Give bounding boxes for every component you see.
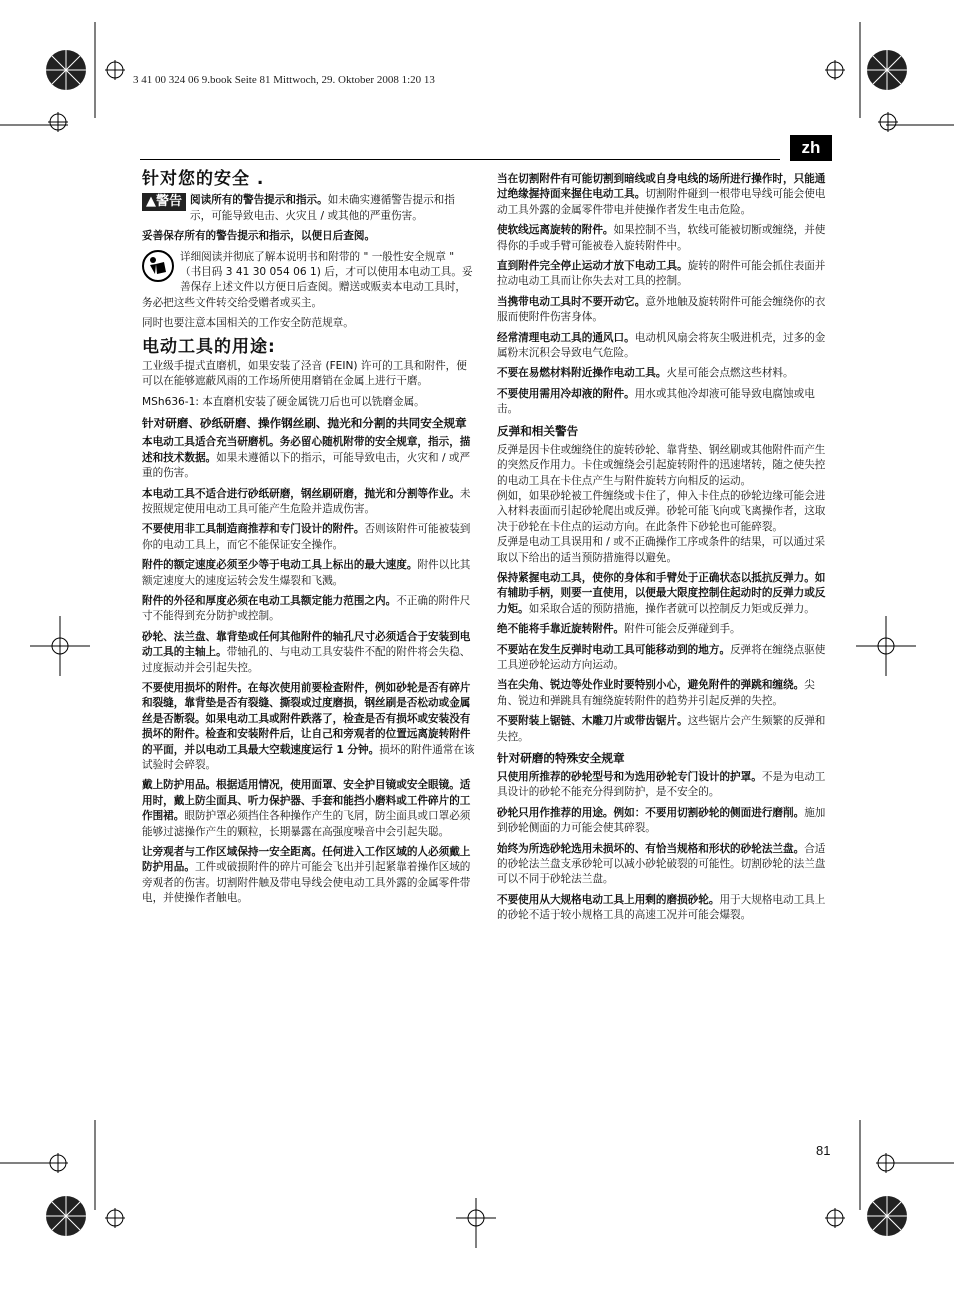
safety-item-text: 损坏的附件通常在该试验时会碎裂。 bbox=[142, 743, 475, 771]
warning-triangle-icon: ▲ bbox=[146, 194, 156, 210]
safety-item-bold: 戴上防护用品。根据适用情况，使用面罩、安全护目镜或安全眼镜。适用时，戴上防尘面具、听力保护器、手套和能挡小磨料或工件碎片的工作围裙。 bbox=[142, 779, 471, 823]
safety-item-text: 反弹将在缠绕点驱使工具逆砂轮运动方向运动。 bbox=[497, 643, 826, 671]
safety-item bbox=[497, 622, 832, 637]
safety-item bbox=[497, 842, 832, 888]
right-column bbox=[497, 172, 832, 929]
safety-item-bold: 本电动工具不适合进行砂纸研磨，钢丝刷研磨，抛光和分割等作业。 bbox=[142, 487, 460, 500]
safety-item-text: 火星可能会点燃这些材料。 bbox=[666, 367, 794, 380]
warning-text: 如未确实遵循警告提示和指示，可能导致电击、火灾且 / 或其他的严重伤害。 bbox=[190, 194, 455, 222]
grinding-items bbox=[497, 770, 832, 924]
safety-item bbox=[497, 678, 832, 709]
warning-bold: 阅读所有的警告提示和指示。 bbox=[190, 194, 328, 207]
safety-item-text: 不是为电动工具设计的砂轮不能充分得到防护，是不安全的。 bbox=[497, 771, 826, 799]
safety-item bbox=[142, 435, 475, 481]
safety-item-bold: 不要使用非工具制造商推荐和专门设计的附件。 bbox=[142, 523, 365, 536]
safety-item-bold: 当携带电动工具时不要开动它。 bbox=[497, 295, 646, 308]
right-safety-items bbox=[497, 172, 832, 418]
safety-item-text: 附件可能会反弹碰到手。 bbox=[624, 623, 741, 636]
safety-item-text: 眼防护罩必须挡住各种操作产生的飞屑，防尘面具或口罩必须能够过滤操作产生的颗粒，长期暴露在高强度噪音中会引起失聪。 bbox=[142, 810, 471, 838]
safety-item-text: 未按照规定使用电动工具可能产生危险并造成伤害。 bbox=[142, 487, 471, 515]
safety-item bbox=[142, 594, 475, 625]
kickback-paragraph-1: 反弹是因卡住或缠绕住的旋转砂轮、靠背垫、钢丝刷或其他附件而产生的突然反作用力。卡住或缠绕会引起旋转附件的迅速堵转，随之使失控的电动工具在卡住点产生与附件旋转方向相反的运动。 bbox=[497, 443, 826, 487]
safety-item-bold: 只使用所推荐的砂轮型号和为选用砂轮专门设计的护罩。 bbox=[497, 771, 762, 783]
safety-item-bold: 不要使用从大规格电动工具上用剩的磨损砂轮。 bbox=[497, 893, 720, 906]
safety-item-bold: 当在尖角、锐边等处作业时要特别小心，避免附件的弹跳和缠绕。 bbox=[497, 679, 805, 692]
safety-item bbox=[497, 259, 832, 290]
kickback-paragraph-3: 反弹是电动工具误用和 / 或不正确操作工序或条件的结果，可以通过采取以下给出的适当预防措施得以避免。 bbox=[497, 536, 826, 564]
safety-item-bold: 始终为所选砂轮选用未损坏的、有恰当规格和形状的砂轮法兰盘。 bbox=[497, 842, 805, 855]
safety-item-text: 用于大规格电动工具上的砂轮不适于较小规格工具的高速工况并可能会爆裂。 bbox=[497, 893, 826, 922]
safety-item-bold: 使软线远离旋转的附件。 bbox=[497, 224, 614, 237]
safety-item-text: 意外地触及旋转附件可能会缠绕你的衣服而使附件伤害身体。 bbox=[497, 295, 826, 324]
safety-item bbox=[497, 366, 832, 381]
warning-paragraph bbox=[142, 193, 475, 224]
safety-item bbox=[497, 387, 832, 418]
safety-item bbox=[497, 806, 832, 837]
safety-item-text: 电动机风扇会将灰尘吸进机壳，过多的金属粉末沉积会导致电气危险。 bbox=[497, 331, 826, 360]
safety-item bbox=[497, 331, 832, 362]
safety-item bbox=[497, 893, 832, 924]
use-paragraph: 工业级手提式直磨机，如果安装了泾音 (FEIN) 许可的工具和附件，便可以在能够遮蔽风雨的工作场所使用磨销在金属上进行干磨。 bbox=[142, 360, 467, 388]
safety-item-text: 不正确的附件尺寸不能得到充分防护或控制。 bbox=[142, 594, 471, 623]
safety-item-bold: 经常清理电动工具的通风口。 bbox=[497, 331, 635, 344]
msh-paragraph: MSh636-1: 本直磨机安装了硬金属铣刀后也可以铣磨金属。 bbox=[142, 395, 425, 408]
read-manual-text: 详细阅读并彻底了解本说明书和附带的 " 一般性安全规章 " （书目码 3 41 30 054 06 1) 后，才可以使用本电动工具。妥善保存上述文件以方便日后查阅。赠送或贩卖本电动工具时，务必把这些文件转交给受赠者或买主。 bbox=[142, 250, 473, 309]
safety-item bbox=[497, 223, 832, 254]
kickback-paragraph-2: 例如，如果砂轮被工件缠绕或卡住了，伸入卡住点的砂轮边缘可能会进入材料表面而引起砂轮爬出或反弹。砂轮可能飞向或飞离操作者，这取决于砂轮在卡住点的运动方向。在此条件下砂轮也可能碎裂。 bbox=[497, 489, 826, 533]
safety-item-bold: 附件的额定速度必须至少等于电动工具上标出的最大速度。 bbox=[142, 559, 418, 572]
keep-instructions: 妥善保存所有的警告提示和指示，以便日后查阅。 bbox=[142, 230, 376, 243]
safety-item-text: 切割附件碰到一根带电导线可能会使电动工具外露的金属零件带电并使操作者发生电击危险。 bbox=[497, 188, 826, 216]
section-heading-kickback: 反弹和相关警告 bbox=[497, 423, 579, 438]
section-title-use: 电动工具的用途: bbox=[142, 336, 276, 357]
warning-badge bbox=[142, 193, 186, 211]
safety-item-bold: 砂轮只用作推荐的用途。例如：不要用切割砂轮的侧面进行磨削。 bbox=[497, 806, 805, 819]
kickback-items bbox=[497, 571, 832, 745]
safety-item bbox=[142, 845, 475, 907]
safety-item-text: 带轴孔的、与电动工具安装件不配的附件将会失稳、过度振动并会引起失控。 bbox=[142, 646, 471, 674]
safety-item-text: 如果控制不当，软线可能被切断或缠绕，并使得你的手或手臂可能被卷入旋转附件中。 bbox=[497, 224, 826, 252]
safety-item-bold: 绝不能将手靠近旋转附件。 bbox=[497, 623, 625, 636]
page-number: 81 bbox=[816, 1143, 831, 1158]
safety-item-bold: 本电动工具适合充当研磨机。务必留心随机附带的安全规章，指示，描述和技术数据。 bbox=[142, 436, 471, 464]
safety-item-bold: 不要使用损坏的附件。在每次使用前要检查附件，例如砂轮是否有碎片和裂缝，靠背垫是否有裂缝、撕裂或过度磨损，钢丝刷是否松动或金属丝是否断裂。如果电动工具或附件跌落了，检查是否有损坏或安装没有损坏的附件。检查和安装附件后，让自己和旁观者的位置远离旋转附件的平面，并以电动工具最大空载速度运行 1 分钟。 bbox=[142, 681, 471, 756]
safety-item bbox=[497, 571, 832, 617]
safety-item bbox=[142, 778, 475, 840]
safety-item bbox=[142, 487, 475, 518]
safety-item-text: 合适的砂轮法兰盘支承砂轮可以减小砂轮破裂的可能性。切割砂轮的法兰盘可以不同于砂轮法兰盘。 bbox=[497, 842, 826, 886]
safety-item-bold: 砂轮、法兰盘、靠背垫或任何其他附件的轴孔尺寸必须适合于安装到电动工具的主轴上。 bbox=[142, 630, 471, 659]
left-safety-items bbox=[142, 435, 475, 906]
safety-item bbox=[142, 630, 475, 676]
safety-item-text: 附件以比其额定速度大的速度运转会发生爆裂和飞溅。 bbox=[142, 559, 471, 587]
section-title-safety: 针对您的安全 . bbox=[142, 169, 265, 189]
warning-badge-label: 警告 bbox=[156, 194, 183, 210]
safety-item bbox=[142, 558, 475, 589]
safety-item-bold: 不要在易燃材料附近操作电动工具。 bbox=[497, 367, 667, 380]
header-rule bbox=[140, 159, 780, 160]
safety-item-text: 施加到砂轮侧面的力可能会使其碎裂。 bbox=[497, 806, 826, 835]
language-tab: zh bbox=[790, 135, 832, 161]
safety-item-bold: 不要站在发生反弹时电动工具可能移动到的地方。 bbox=[497, 643, 731, 656]
print-file-header: 3 41 00 324 06 9.book Seite 81 Mittwoch, 29. Oktober 2008 1:20 13 bbox=[133, 74, 435, 86]
section-heading-common: 针对研磨、砂纸研磨、操作钢丝刷、抛光和分割的共同安全规章 bbox=[142, 416, 467, 431]
safety-item bbox=[142, 522, 475, 553]
safety-item-text: 这些锯片会产生频繁的反弹和失控。 bbox=[497, 715, 826, 743]
safety-item-text: 否则该附件可能被装到你的电动工具上，而它不能保证安全操作。 bbox=[142, 523, 471, 551]
safety-item bbox=[497, 295, 832, 326]
safety-item bbox=[497, 714, 832, 745]
safety-item-text: 旋转的附件可能会抓住表面并拉动电动工具而让你失去对工具的控制。 bbox=[497, 260, 826, 288]
safety-item-bold: 让旁观者与工作区域保持一安全距离。任何进入工作区域的人必须戴上防护用品。 bbox=[142, 846, 471, 874]
safety-item-text: 如果未遵循以下的指示，可能导致电击，火灾和 / 或严重的伤害。 bbox=[142, 451, 471, 480]
read-manual-icon bbox=[142, 250, 174, 282]
safety-item-bold: 附件的外径和厚度必须在电动工具额定能力范围之内。 bbox=[142, 594, 397, 607]
safety-item-bold: 不要使用需用冷却液的附件。 bbox=[497, 387, 635, 400]
safety-item-text: 尖角、锐边和弹跳具有缠绕旋转附件的趋势并引起反弹的失控。 bbox=[497, 679, 815, 707]
safety-item-text: 如采取合适的预防措施，操作者就可以控制反力矩或反弹力。 bbox=[528, 602, 815, 615]
safety-item bbox=[497, 643, 832, 674]
safety-item bbox=[497, 770, 832, 801]
local-regulations: 同时也要注意本国相关的工作安全防范规章。 bbox=[142, 317, 354, 330]
left-column bbox=[142, 169, 475, 912]
safety-item bbox=[142, 681, 475, 773]
safety-item-text: 用水或其他冷却液可能导致电腐蚀或电击。 bbox=[497, 387, 815, 416]
safety-item-text: 工件或破损附件的碎片可能会飞出并引起紧靠着操作区域的旁观者的伤害。切割附件触及带电导线会使电动工具外露的金属零件带电，并使操作者触电。 bbox=[142, 861, 471, 905]
safety-item bbox=[497, 172, 832, 218]
safety-item-bold: 不要附装上锯链、木雕刀片或带齿锯片。 bbox=[497, 715, 688, 728]
safety-item-bold: 直到附件完全停止运动才放下电动工具。 bbox=[497, 260, 688, 273]
section-heading-grinding: 针对研磨的特殊安全规章 bbox=[497, 751, 625, 765]
safety-item-bold: 当在切割附件有可能切割到暗线或自身电线的场所进行操作时，只能通过绝缘握持面来握住电动工具。 bbox=[497, 173, 826, 201]
read-manual-paragraph bbox=[142, 250, 475, 312]
safety-item-bold: 保持紧握电动工具，使你的身体和手臂处于正确状态以抵抗反弹力。如有辅助手柄，则要一直使用，以便最大限度控制住起动时的反弹力或反力矩。 bbox=[497, 571, 826, 615]
